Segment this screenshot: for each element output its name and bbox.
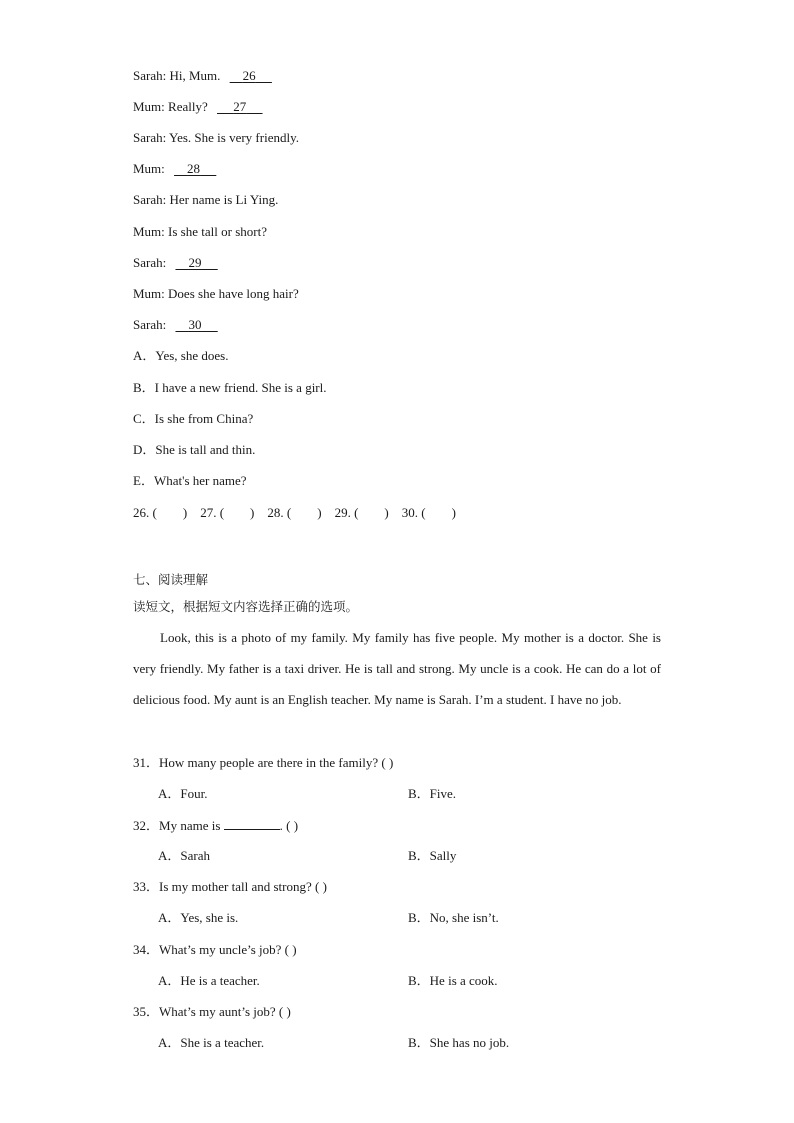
option-b[interactable]: B．No, she isn’t. [408, 910, 499, 925]
speaker: Mum: [133, 161, 165, 176]
question-33 [133, 879, 327, 895]
answer-number: 26. [133, 505, 150, 520]
question-text: Is my mother tall and strong? ( ) [159, 879, 327, 894]
question-text-after: . ( ) [279, 818, 299, 833]
option-a[interactable]: A．He is a teacher. [158, 973, 260, 988]
choice-option [133, 473, 247, 489]
answer-paren[interactable]: ( ) [421, 505, 456, 520]
answer-blank[interactable]: 27 [233, 99, 247, 114]
dialogue-line [133, 286, 299, 302]
choice-option [133, 411, 253, 427]
question-number: 35． [133, 1004, 160, 1019]
speaker: Mum: [133, 286, 165, 301]
choice-text: She is tall and thin. [155, 442, 256, 457]
speaker: Mum: [133, 99, 165, 114]
answer-number: 28. [267, 505, 284, 520]
choice-text: Is she from China? [154, 411, 254, 426]
option-b[interactable]: B．Five. [408, 786, 457, 801]
question-number: 34． [133, 942, 160, 957]
choice-option [133, 380, 327, 396]
choice-letter: E． [133, 473, 154, 488]
speaker: Mum: [133, 224, 165, 239]
dialogue-line [133, 255, 218, 271]
question-text: What’s my uncle’s job? ( ) [159, 942, 297, 957]
dialogue-text: Her name is Li Ying. [169, 192, 279, 207]
dialogue-line [133, 99, 263, 115]
speaker: Sarah: [133, 68, 167, 83]
dialogue-line [133, 317, 218, 333]
speaker: Sarah: [133, 192, 167, 207]
speaker: Sarah: [133, 255, 167, 270]
answer-blank[interactable]: 30 [188, 317, 202, 332]
question-text: What’s my aunt’s job? ( ) [159, 1004, 291, 1019]
answer-row [133, 505, 456, 521]
answer-paren[interactable]: ( ) [286, 505, 322, 520]
option-a[interactable]: A．She is a teacher. [158, 1035, 265, 1050]
dialogue-text: Does she have long hair? [168, 286, 299, 301]
speaker: Sarah: [133, 317, 167, 332]
dialogue-text: Is she tall or short? [168, 224, 267, 239]
answer-number: 30. [401, 505, 418, 520]
question-34 [133, 942, 297, 958]
answer-paren[interactable]: ( ) [152, 505, 188, 520]
choice-letter: B． [133, 380, 155, 395]
dialogue-line [133, 68, 272, 84]
question-text: How many people are there in the family? ( ) [159, 755, 394, 770]
option-a[interactable]: A．Sarah [158, 848, 210, 863]
question-number: 33． [133, 879, 160, 894]
choice-text: I have a new friend. She is a girl. [154, 380, 327, 395]
question-text-before: My name is [159, 818, 221, 833]
option-b[interactable]: B．Sally [408, 848, 457, 863]
choice-letter: D． [133, 442, 156, 457]
dialogue-text: Really? [168, 99, 208, 114]
answer-blank[interactable]: 28 [187, 161, 201, 176]
answer-blank[interactable]: 26 [242, 68, 256, 83]
question-32 [133, 817, 298, 834]
answer-paren[interactable]: ( ) [219, 505, 255, 520]
dialogue-line [133, 130, 299, 146]
dialogue-text: Hi, Mum. [169, 68, 221, 83]
question-number: 31． [133, 755, 160, 770]
passage-text: Look, this is a photo of my family. My family has five people. My mother is a doctor. She is very friendly. My father is a taxi driver. He is tall and strong. My uncle is a cook. He can do a lot of delicious food. My aunt is an English teacher. My name is Sarah. I’m a student. I have no job. [133, 630, 661, 707]
option-b[interactable]: B．She has no job. [408, 1035, 510, 1050]
section-title: 七、阅读理解 [133, 572, 209, 587]
choice-text: Yes, she does. [155, 348, 229, 363]
answer-number: 27. [200, 505, 217, 520]
choice-letter: C． [133, 411, 155, 426]
fill-in-blank[interactable] [224, 817, 280, 830]
answer-number: 29. [334, 505, 351, 520]
dialogue-line [133, 224, 267, 240]
answer-blank[interactable]: 29 [188, 255, 202, 270]
dialogue-line [133, 161, 216, 177]
choice-letter: A． [133, 348, 156, 363]
option-a[interactable]: A．Yes, she is. [158, 910, 239, 925]
choice-option [133, 348, 228, 364]
question-35 [133, 1004, 291, 1020]
choice-text: What's her name? [153, 473, 247, 488]
choice-option [133, 442, 255, 458]
speaker: Sarah: [133, 130, 167, 145]
question-31 [133, 755, 393, 771]
option-b[interactable]: B．He is a cook. [408, 973, 498, 988]
question-number: 32． [133, 818, 160, 833]
section-instruction: 读短文，根据短文内容选择正确的选项。 [133, 599, 359, 614]
reading-passage [133, 622, 661, 715]
dialogue-line [133, 192, 278, 208]
option-a[interactable]: A．Four. [158, 786, 208, 801]
dialogue-text: Yes. She is very friendly. [169, 130, 299, 145]
answer-paren[interactable]: ( ) [354, 505, 389, 520]
